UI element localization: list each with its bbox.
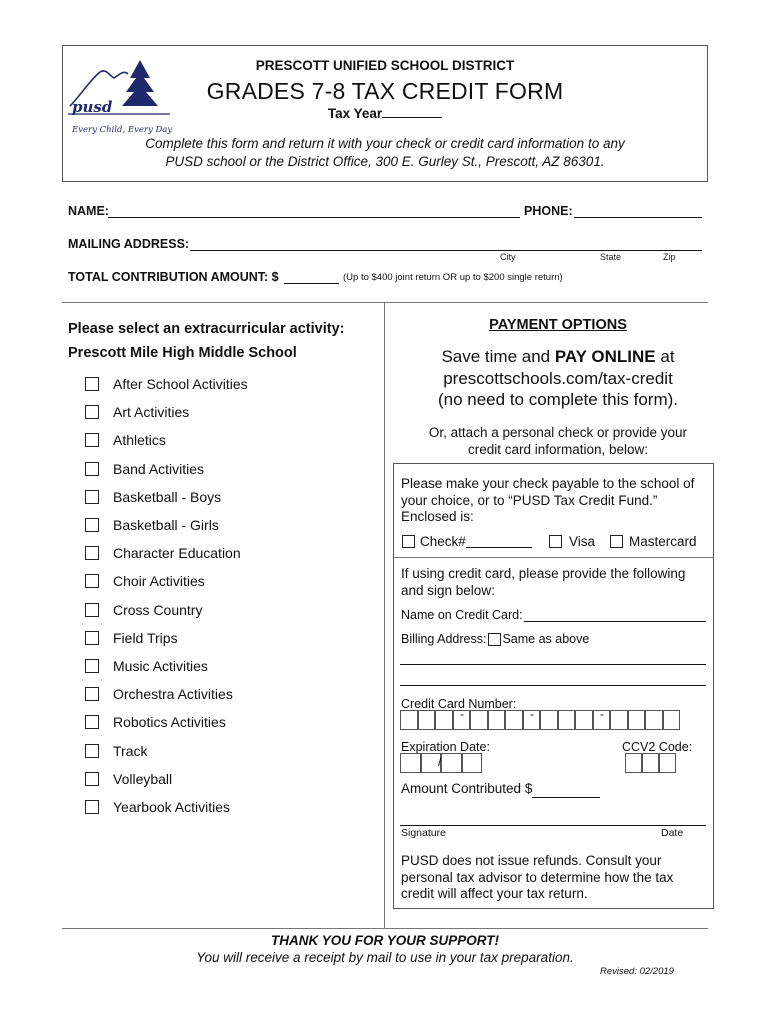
activity-label: Athletics — [113, 432, 166, 449]
name-label: NAME: — [68, 204, 109, 218]
activity-label: Choir Activities — [113, 573, 205, 590]
logo-name: pusd — [72, 98, 113, 116]
pay-online-bold: PAY ONLINE — [554, 347, 656, 366]
form-title: GRADES 7-8 TAX CREDIT FORM — [206, 78, 564, 104]
card-digit-cell[interactable] — [628, 710, 646, 730]
district-name: PRESCOTT UNIFIED SCHOOL DISTRICT — [255, 58, 515, 73]
card-digit-cell[interactable] — [558, 710, 576, 730]
amount-field[interactable] — [532, 783, 600, 798]
card-dash: - — [530, 707, 534, 721]
activity-item — [85, 629, 178, 647]
mastercard-option — [610, 534, 697, 549]
ccv2-cell[interactable] — [659, 753, 676, 773]
check-line-1: Please make your check payable to the school of — [401, 476, 695, 491]
activity-checkbox[interactable] — [85, 546, 99, 560]
card-digit-cell[interactable] — [663, 710, 681, 730]
phone-field[interactable] — [574, 217, 702, 218]
pay-online-pre: Save time and — [441, 347, 555, 366]
activity-label: Track — [113, 742, 148, 759]
activity-item — [85, 685, 233, 703]
instructions-line-2: PUSD school or the District Office, 300 E. Gurley St., Prescott, AZ 86301. — [165, 154, 605, 169]
ccv2-cell[interactable] — [642, 753, 659, 773]
ccv2-cell[interactable] — [625, 753, 642, 773]
activity-checkbox[interactable] — [85, 462, 99, 476]
signature-line[interactable] — [400, 825, 706, 826]
refund-line-1: PUSD does not issue refunds. Consult your — [401, 853, 662, 868]
visa-checkbox[interactable] — [549, 535, 562, 548]
same-as-above-checkbox[interactable] — [488, 633, 501, 646]
activity-item — [85, 403, 189, 421]
section-divider — [62, 302, 708, 303]
activity-item — [85, 572, 205, 590]
card-digit-cell[interactable] — [505, 710, 523, 730]
card-digit-cell[interactable] — [575, 710, 593, 730]
card-digit-cell[interactable] — [488, 710, 506, 730]
card-digit-cell[interactable] — [470, 710, 488, 730]
activity-checkbox[interactable] — [85, 433, 99, 447]
activity-checkbox[interactable] — [85, 574, 99, 588]
activity-label: Field Trips — [113, 629, 178, 646]
same-as-above-label: Same as above — [502, 632, 590, 646]
activity-item — [85, 657, 208, 675]
expiration-label: Expiration Date: — [401, 740, 490, 754]
check-instructions — [401, 476, 711, 526]
activity-item — [85, 742, 147, 760]
amount-label: Amount Contributed $ — [401, 781, 533, 796]
activity-item — [85, 713, 226, 731]
name-field[interactable] — [108, 217, 520, 218]
activity-label: Volleyball — [113, 770, 173, 787]
instructions-line-1: Complete this form and return it with your check or credit card information to any — [145, 136, 625, 151]
activity-checkbox[interactable] — [85, 490, 99, 504]
card-digit-cell[interactable] — [418, 710, 436, 730]
activity-label: Music Activities — [113, 658, 208, 674]
refund-line-2: personal tax advisor to determine how the tax — [401, 869, 674, 885]
address-field[interactable] — [190, 250, 702, 251]
state-label: State — [600, 252, 622, 262]
check-number-field[interactable] — [466, 535, 532, 548]
city-label: City — [500, 252, 516, 262]
card-number-label: Credit Card Number: — [401, 697, 517, 711]
pay-online — [385, 346, 731, 411]
check-checkbox[interactable] — [402, 535, 415, 548]
activity-item — [85, 770, 172, 788]
card-digit-cell[interactable] — [435, 710, 453, 730]
footer-receipt: You will receive a receipt by mail to use in your tax preparation. — [196, 950, 574, 965]
mastercard-checkbox[interactable] — [610, 535, 623, 548]
activity-label: Robotics Activities — [113, 714, 226, 731]
tax-year-field[interactable] — [382, 117, 442, 118]
check-option — [402, 534, 532, 549]
billing-address-line-1[interactable] — [400, 664, 706, 665]
name-on-card-field[interactable] — [524, 621, 706, 622]
name-on-card-label: Name on Credit Card: — [401, 608, 523, 622]
billing-label: Billing Address: — [401, 632, 487, 646]
activity-label: Character Education — [113, 545, 241, 562]
total-note: (Up to $400 joint return OR up to $200 single return) — [343, 272, 563, 283]
logo-tagline: Every Child, Every Day — [72, 125, 173, 135]
activity-label: Basketball - Girls — [113, 517, 219, 533]
pay-online-post: at — [655, 347, 675, 366]
refund-note — [401, 853, 711, 903]
billing-row — [401, 632, 589, 646]
activity-checkbox[interactable] — [85, 800, 99, 814]
revised-date: Revised: 02/2019 — [600, 966, 674, 977]
cc-instructions — [401, 566, 711, 599]
card-digit-cell[interactable] — [645, 710, 663, 730]
billing-address-line-2[interactable] — [400, 685, 706, 686]
cc-line-2: and sign below: — [401, 582, 495, 598]
tax-year — [62, 106, 708, 121]
pay-online-url[interactable]: prescottschools.com/tax-credit — [443, 368, 673, 388]
card-digit-cell[interactable] — [610, 710, 628, 730]
zip-label: Zip — [663, 252, 676, 262]
pay-or — [385, 424, 731, 458]
activity-label: Orchestra Activities — [113, 686, 233, 703]
activity-item — [85, 544, 241, 562]
activity-item — [85, 431, 166, 449]
expiration-cell[interactable] — [462, 753, 483, 773]
ccv2-label: CCV2 Code: — [622, 740, 693, 754]
footer-thanks: THANK YOU FOR YOUR SUPPORT! — [270, 933, 500, 948]
check-label: Check# — [420, 534, 466, 549]
activity-label: Band Activities — [113, 460, 205, 477]
card-digit-cell[interactable] — [400, 710, 418, 730]
card-digit-cell[interactable] — [540, 710, 558, 730]
activity-label: Art Activities — [113, 404, 190, 421]
visa-label: Visa — [569, 534, 596, 549]
phone-label: PHONE: — [524, 204, 573, 218]
activity-item — [85, 488, 221, 506]
cc-line-1: If using credit card, please provide the following — [401, 566, 686, 581]
activity-checkbox[interactable] — [85, 772, 99, 786]
activity-checkbox[interactable] — [85, 715, 99, 729]
payment-box — [393, 463, 714, 909]
check-line-2: your choice, or to “PUSD Tax Credit Fund.” — [401, 492, 658, 508]
activity-label: Yearbook Activities — [113, 799, 230, 815]
card-dash: - — [460, 707, 464, 721]
activity-checkbox[interactable] — [85, 405, 99, 419]
activity-checkbox[interactable] — [85, 659, 99, 673]
activity-item — [85, 798, 230, 816]
pay-or-line-2: credit card information, below: — [467, 442, 649, 457]
date-label: Date — [661, 827, 684, 839]
activity-checkbox[interactable] — [85, 603, 99, 617]
pay-online-note: (no need to complete this form). — [437, 390, 678, 409]
amount-row — [401, 781, 600, 798]
footer-divider — [62, 928, 708, 929]
expiration-slash: / — [438, 755, 442, 769]
activity-item — [85, 460, 204, 478]
activity-item — [85, 601, 202, 619]
activity-label: After School Activities — [113, 376, 248, 392]
activity-checkbox[interactable] — [85, 744, 99, 758]
activity-item — [85, 516, 219, 534]
check-line-3: Enclosed is: — [401, 509, 474, 524]
activity-checkbox[interactable] — [85, 631, 99, 645]
activity-label: Cross Country — [113, 601, 203, 618]
pay-or-line-1: Or, attach a personal check or provide your — [428, 425, 688, 440]
activity-checkbox[interactable] — [85, 518, 99, 532]
total-field[interactable] — [284, 283, 339, 284]
activity-label: Basketball - Boys — [113, 488, 222, 505]
mastercard-label: Mastercard — [629, 534, 697, 549]
address-label: MAILING ADDRESS: — [68, 237, 190, 251]
expiration-cell[interactable] — [441, 753, 462, 773]
instructions — [100, 135, 670, 171]
school-name: Prescott Mile High Middle School — [68, 345, 297, 361]
activity-item — [85, 375, 248, 393]
signature-label: Signature — [401, 827, 446, 839]
payment-title: PAYMENT OPTIONS — [489, 317, 627, 333]
activity-checkbox[interactable] — [85, 687, 99, 701]
tax-year-label: Tax Year — [327, 106, 383, 121]
payment-box-divider — [393, 557, 714, 558]
refund-line-3: credit will affect your tax return. — [401, 886, 588, 901]
total-label: TOTAL CONTRIBUTION AMOUNT: $ — [68, 270, 279, 284]
activity-checkbox[interactable] — [85, 377, 99, 391]
card-dash: - — [600, 707, 604, 721]
visa-option — [549, 534, 595, 549]
expiration-cell[interactable] — [400, 753, 421, 773]
activities-heading: Please select an extracurricular activity: — [68, 321, 345, 337]
